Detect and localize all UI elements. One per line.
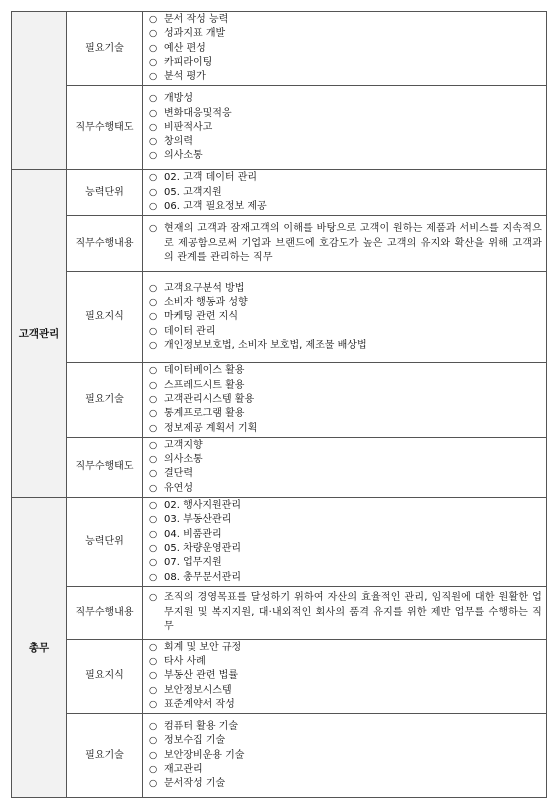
table-row [12, 714, 547, 798]
list-item: ○ 마케팅 관련 지식 [149, 310, 542, 324]
list-item: ○ 개방성 [149, 92, 542, 106]
content-cell [143, 272, 547, 363]
item-list [149, 720, 542, 791]
list-item: ○ 보안장비운용 기술 [149, 749, 542, 763]
list-item: ○ 05. 차량운영관리 [149, 542, 542, 556]
list-item: ○ 통계프로그램 활용 [149, 407, 542, 421]
list-item: ○ 고객지향 [149, 439, 542, 453]
department-cell [12, 12, 67, 170]
list-item: ○ 문서 작성 능력 [149, 13, 542, 27]
item-list [149, 222, 542, 265]
list-item: ○ 06. 고객 필요정보 제공 [149, 200, 542, 214]
content-cell [143, 86, 547, 170]
list-item: ○ 현재의 고객과 잠재고객의 이해를 바탕으로 고객이 원하는 제품과 서비스를 지속적으로 제공함으로써 기업과 브랜드에 호감도가 높은 고객의 유지와 확산을 위해 고객과의 관계를 관리하는 직무 [149, 222, 542, 265]
content-cell [143, 586, 547, 639]
table-row [12, 272, 547, 363]
list-item: ○ 03. 부동산관리 [149, 513, 542, 527]
table-row [12, 12, 547, 86]
category-cell: 필요기술 [67, 714, 143, 798]
category-cell: 직무수행태도 [67, 86, 143, 170]
list-item: ○ 고객관리시스템 활용 [149, 393, 542, 407]
content-cell [143, 216, 547, 272]
category-cell: 직무수행태도 [67, 437, 143, 497]
item-list [149, 499, 542, 585]
list-item: ○ 02. 고객 데이터 관리 [149, 171, 542, 185]
list-item: ○ 창의력 [149, 135, 542, 149]
list-item: ○ 05. 고객지원 [149, 186, 542, 200]
content-cell [143, 12, 547, 86]
content-cell [143, 639, 547, 713]
job-competency-table-page [11, 11, 547, 798]
category-cell: 필요기술 [67, 12, 143, 86]
category-cell: 직무수행내용 [67, 586, 143, 639]
category-cell: 필요기술 [67, 363, 143, 437]
list-item: ○ 예산 편성 [149, 42, 542, 56]
list-item: ○ 04. 비품관리 [149, 528, 542, 542]
table-row [12, 498, 547, 587]
table-row [12, 639, 547, 713]
table-row [12, 170, 547, 216]
table-row [12, 216, 547, 272]
list-item: ○ 문서작성 기술 [149, 777, 542, 791]
item-list [149, 641, 542, 712]
item-list [149, 13, 542, 84]
list-item: ○ 스프레드시트 활용 [149, 379, 542, 393]
list-item: ○ 고객요구분석 방법 [149, 282, 542, 296]
list-item: ○ 비판적사고 [149, 121, 542, 135]
list-item: ○ 표준계약서 작성 [149, 698, 542, 712]
list-item: ○ 데이터 관리 [149, 325, 542, 339]
list-item: ○ 분석 평가 [149, 70, 542, 84]
list-item: ○ 결단력 [149, 467, 542, 481]
list-item: ○ 재고관리 [149, 763, 542, 777]
list-item: ○ 소비자 행동과 성향 [149, 296, 542, 310]
list-item: ○ 개인정보보호법, 소비자 보호법, 제조물 배상법 [149, 339, 542, 353]
list-item: ○ 컴퓨터 활용 기술 [149, 720, 542, 734]
category-cell: 필요지식 [67, 639, 143, 713]
list-item: ○ 07. 업무지원 [149, 556, 542, 570]
item-list [149, 92, 542, 163]
table-row [12, 86, 547, 170]
department-cell: 총무 [12, 498, 67, 798]
list-item: ○ 정보수집 기술 [149, 734, 542, 748]
list-item: ○ 변화대응및적응 [149, 107, 542, 121]
content-cell [143, 714, 547, 798]
list-item: ○ 카피라이팅 [149, 56, 542, 70]
list-item: ○ 의사소통 [149, 453, 542, 467]
list-item: ○ 유연성 [149, 482, 542, 496]
item-list [149, 591, 542, 634]
list-item: ○ 성과지표 개발 [149, 27, 542, 41]
category-cell: 직무수행내용 [67, 216, 143, 272]
content-cell [143, 170, 547, 216]
list-item: ○ 부동산 관련 법률 [149, 669, 542, 683]
list-item: ○ 회계 및 보안 규정 [149, 641, 542, 655]
content-cell [143, 498, 547, 587]
table-row [12, 437, 547, 497]
list-item: ○ 08. 총무문서관리 [149, 571, 542, 585]
content-cell [143, 437, 547, 497]
category-cell: 능력단위 [67, 498, 143, 587]
list-item: ○ 02. 행사지원관리 [149, 499, 542, 513]
category-cell: 필요지식 [67, 272, 143, 363]
category-cell: 능력단위 [67, 170, 143, 216]
content-cell [143, 363, 547, 437]
list-item: ○ 정보제공 계획서 기획 [149, 422, 542, 436]
list-item: ○ 타사 사례 [149, 655, 542, 669]
table-row [12, 586, 547, 639]
list-item: ○ 조직의 경영목표를 달성하기 위하여 자산의 효율적인 관리, 임직원에 대한 원활한 업무지원 및 복지지원, 대·내외적인 회사의 품격 유지를 위한 제반 업무를 수행하는 직무 [149, 591, 542, 634]
table-row [12, 363, 547, 437]
item-list [149, 171, 542, 214]
list-item: ○ 데이터베이스 활용 [149, 364, 542, 378]
competency-table-body [12, 12, 547, 798]
department-cell: 고객관리 [12, 170, 67, 498]
list-item: ○ 보안정보시스템 [149, 684, 542, 698]
competency-table [11, 11, 547, 798]
item-list [149, 439, 542, 496]
list-item: ○ 의사소통 [149, 149, 542, 163]
item-list [149, 282, 542, 353]
item-list [149, 364, 542, 435]
